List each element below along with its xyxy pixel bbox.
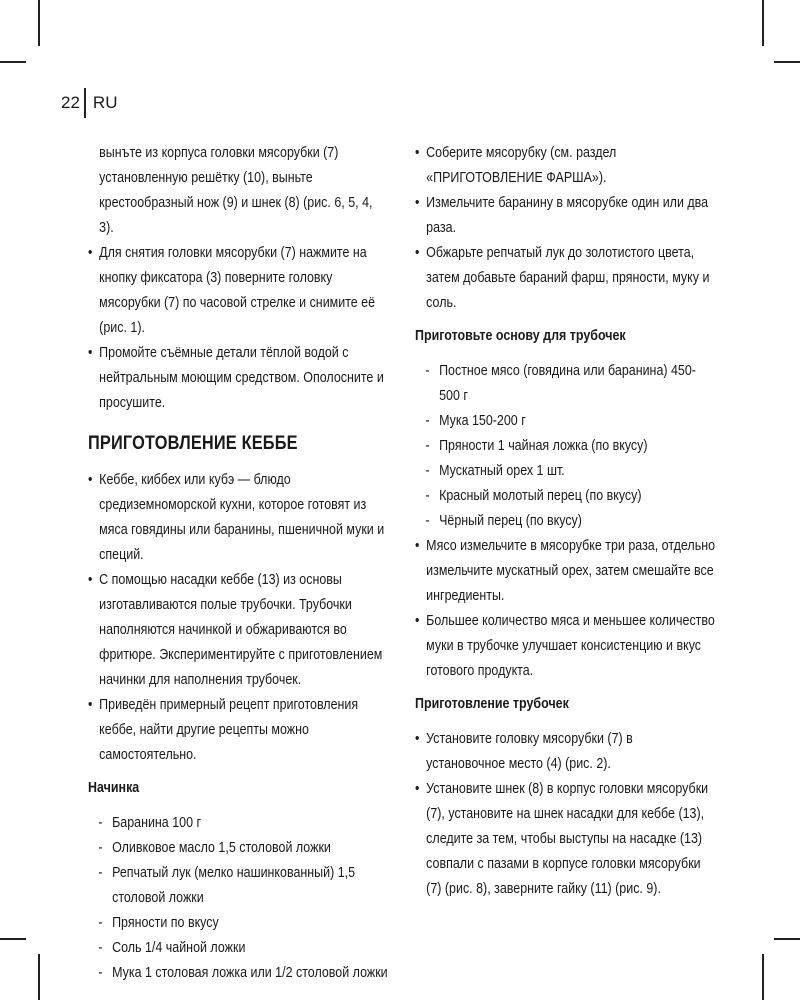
subsection-title: Начинка: [88, 780, 140, 796]
left-column: [88, 141, 388, 986]
crop-mark: [0, 938, 26, 940]
subsection-title: Приготовление трубочек: [415, 696, 569, 712]
crop-mark: [38, 954, 40, 1000]
list-item: • Кеббе, киббех или кубэ — блюдо средиземноморской кухни, которое готовят из мяса говядины или баранины, пшеничной муки и специй.: [88, 468, 388, 568]
header-divider: [84, 88, 86, 118]
crop-mark: [38, 0, 40, 46]
subsection-title: Приготовьте основу для трубочек: [415, 328, 626, 344]
crop-mark: [774, 61, 800, 63]
list-item: • Промойте съёмные детали тёплой водой с нейтральным моющим средством. Ополосните и просушите.: [88, 341, 388, 416]
list-item: • Обжарьте репчатый лук до золотистого цвета, затем добавьте бараний фарш, пряности, муку и соль.: [415, 241, 715, 316]
list-item: • Приведён примерный рецепт приготовления кеббе, найти другие рецепты можно самостоятельно.: [88, 693, 388, 768]
section-title: ПРИГОТОВЛЕНИЕ КЕББЕ: [88, 433, 298, 454]
list-item: • Установите шнек (8) в корпус головки мясорубки (7), установите на шнек насадки для кеббе (13), следите за тем, чтобы выступы на насадке (13) совпали с пазами в корпусе головки мясорубки (7) (рис. 8), заверните гайку (11) (рис. 9).: [415, 777, 715, 902]
ingredient-item: - Постное мясо (говядина или баранина) 450-500 г: [415, 359, 715, 409]
crop-mark: [762, 0, 764, 46]
ingredient-item: - Мускатный орех 1 шт.: [415, 459, 715, 484]
ingredient-item: - Мука 150-200 г: [415, 409, 715, 434]
ingredient-item: - Пряности 1 чайная ложка (по вкусу): [415, 434, 715, 459]
page-number: 22: [61, 93, 80, 112]
list-item: • Измельчите баранину в мясорубке один или два раза.: [415, 191, 715, 241]
crop-mark: [774, 938, 800, 940]
ingredient-item: - Баранина 100 г: [88, 811, 388, 836]
list-item: • С помощью насадки кеббе (13) из основы изготавливаются полые трубочки. Трубочки наполняются начинкой и обжариваются во фритюре. Экспериментируйте с приготовлением начинки для наполнения трубочек.: [88, 568, 388, 693]
ingredient-item: - Красный молотый перец (по вкусу): [415, 484, 715, 509]
ingredient-item: - Репчатый лук (мелко нашинкованный) 1,5 столовой ложки: [88, 861, 388, 911]
ingredient-item: - Мука 1 столовая ложка или 1/2 столовой ложки: [88, 961, 388, 986]
crop-mark: [0, 61, 26, 63]
right-column: [415, 141, 715, 902]
ingredient-item: - Соль 1/4 чайной ложки: [88, 936, 388, 961]
ingredient-item: - Пряности по вкусу: [88, 911, 388, 936]
list-item: • Установите головку мясорубки (7) в установочное место (4) (рис. 2).: [415, 727, 715, 777]
list-item: • Мясо измельчите в мясорубке три раза, отдельно измельчите мускатный орех, затем смешайте все ингредиенты.: [415, 534, 715, 609]
paragraph: вынъте из корпуса головки мясорубки (7) установленную решётку (10), выньте крестообразный нож (9) и шнек (8) (рис. 6, 5, 4, 3).: [99, 145, 373, 236]
language-code: RU: [92, 93, 118, 112]
list-item: • Соберите мясорубку (см. раздел «ПРИГОТОВЛЕНИЕ ФАРША»).: [415, 141, 715, 191]
list-item: • Большее количество мяса и меньшее количество муки в трубочке улучшает консистенцию и вкус готового продукта.: [415, 609, 715, 684]
page-header: [61, 88, 117, 118]
crop-mark: [762, 954, 764, 1000]
ingredient-item: - Чёрный перец (по вкусу): [415, 509, 715, 534]
list-item: • Для снятия головки мясорубки (7) нажмите на кнопку фиксатора (3) поверните головку мясорубки (7) по часовой стрелке и снимите её (рис. 1).: [88, 241, 388, 341]
ingredient-item: - Оливковое масло 1,5 столовой ложки: [88, 836, 388, 861]
